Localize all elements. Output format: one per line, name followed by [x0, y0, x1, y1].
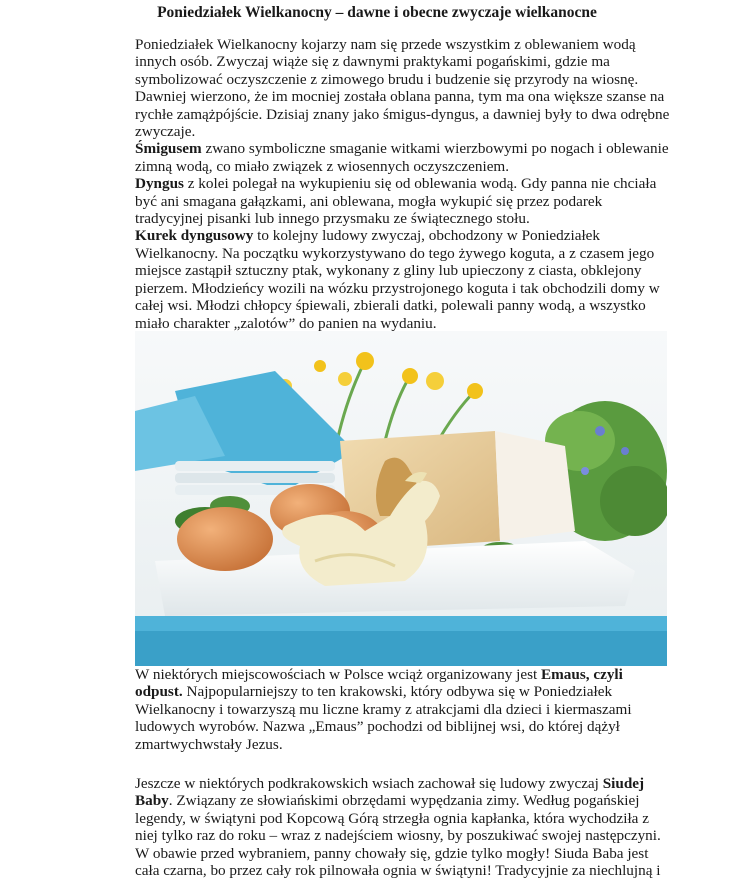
- paragraph-emaus: [135, 666, 670, 753]
- term-kurek-dyngusowy: Kurek dyngusowy: [135, 227, 254, 245]
- paragraph-kurek: [135, 227, 670, 331]
- easter-photo: [135, 331, 667, 666]
- smigus-description: zwano symboliczne smaganie witkami wierzbowymi po nogach i oblewanie zimną wodą, co miało związek z wiosennych oczyszczeniem.: [135, 140, 669, 175]
- term-siudej-baby: Siudej Baby: [135, 775, 645, 810]
- kurek-description: to kolejny ludowy zwyczaj, obchodzony w Poniedziałek Wielkanocny. Na początku wykorzystywano do tego żywego koguta, a z czasem jego miejsce zastąpił sztuczny ptak, wykonany z gliny lub upieczony z ciasta, obklejony pierzem. Młodzieńcy wozili na wózku przystrojonego koguta i tak obchodzili domy w całej wsi. Młodzi chłopcy śpiewali, zbierali datki, polewali panny wodą, a wszystko miało charakter „zalotów” do panien na wydaniu.: [135, 227, 660, 332]
- term-dyngus: Dyngus: [135, 175, 184, 193]
- paragraph-smigus: [135, 140, 670, 175]
- term-emaus: Emaus, czyli odpust.: [135, 666, 623, 701]
- paragraph-siuda-baba: [135, 775, 670, 879]
- paragraph-intro: Poniedziałek Wielkanocny kojarzy nam się przede wszystkim z oblewaniem wodą innych osób. Zwyczaj wiąże się z dawnymi praktykami pogańskimi, gdzie ma symbolizować oczyszczenie z zimowego brudu i budzenie się przyrody na wiosnę. Dawniej wierzono, że im mocniej została oblana panna, tym ma ona większe szanse na rychłe zamążpójście. Dzisiaj znany jako śmigus-dyngus, a dawniej były to dwa odrębne zwyczaje.: [135, 36, 670, 141]
- article-section-emaus: [135, 666, 670, 753]
- term-smigus: Śmigusem: [135, 140, 202, 158]
- siuda-baba-description: . Związany ze słowiańskimi obrzędami wypędzania zimy. Według pogańskiej legendy, w świątyni pod Kopcową Górą strzegła ognia kapłanka, która wychodziła z niej tylko raz do roku – wraz z nadejściem wiosny, by poszukiwać swojej następczyni. W obawie przed wybraniem, panny chowały się, gdzie tylko mogły! Siuda Baba jest cała czarna, bo przez cały rok pilnowała ognia w świątyni! Tradycyjnie za niechlujną i: [135, 792, 661, 880]
- paragraph-dyngus: [135, 175, 670, 227]
- emaus-lead: W niektórych miejscowościach w Polsce wciąż organizowany jest: [135, 666, 542, 683]
- siuda-baba-lead: Jeszcze w niektórych podkrakowskich wsiach zachował się ludowy zwyczaj: [135, 775, 603, 792]
- dyngus-description: z kolei polegał na wykupieniu się od oblewania wodą. Gdy panna nie chciała być ani smagana gałązkami, ani oblewana, mogła wykupić się przez podarek tradycyjnej pisanki lub innego przysmaku ze świątecznego stołu.: [135, 175, 657, 228]
- document-title: Poniedziałek Wielkanocny – dawne i obecne zwyczaje wielkanocne: [157, 4, 597, 21]
- emaus-description: Najpopularniejszy to ten krakowski, który odbywa się w Poniedziałek Wielkanocny i towarzyszą mu liczne kramy z atrakcjami dla dzieci i kiermaszami ludowych wyrobów. Nazwa „Emaus” pochodzi od biblijnej wsi, do której dążył zmartwychwstały Jezus.: [135, 683, 632, 753]
- article-section-smigus-dyngus: [135, 36, 670, 332]
- article-section-siuda-baba: [135, 775, 670, 879]
